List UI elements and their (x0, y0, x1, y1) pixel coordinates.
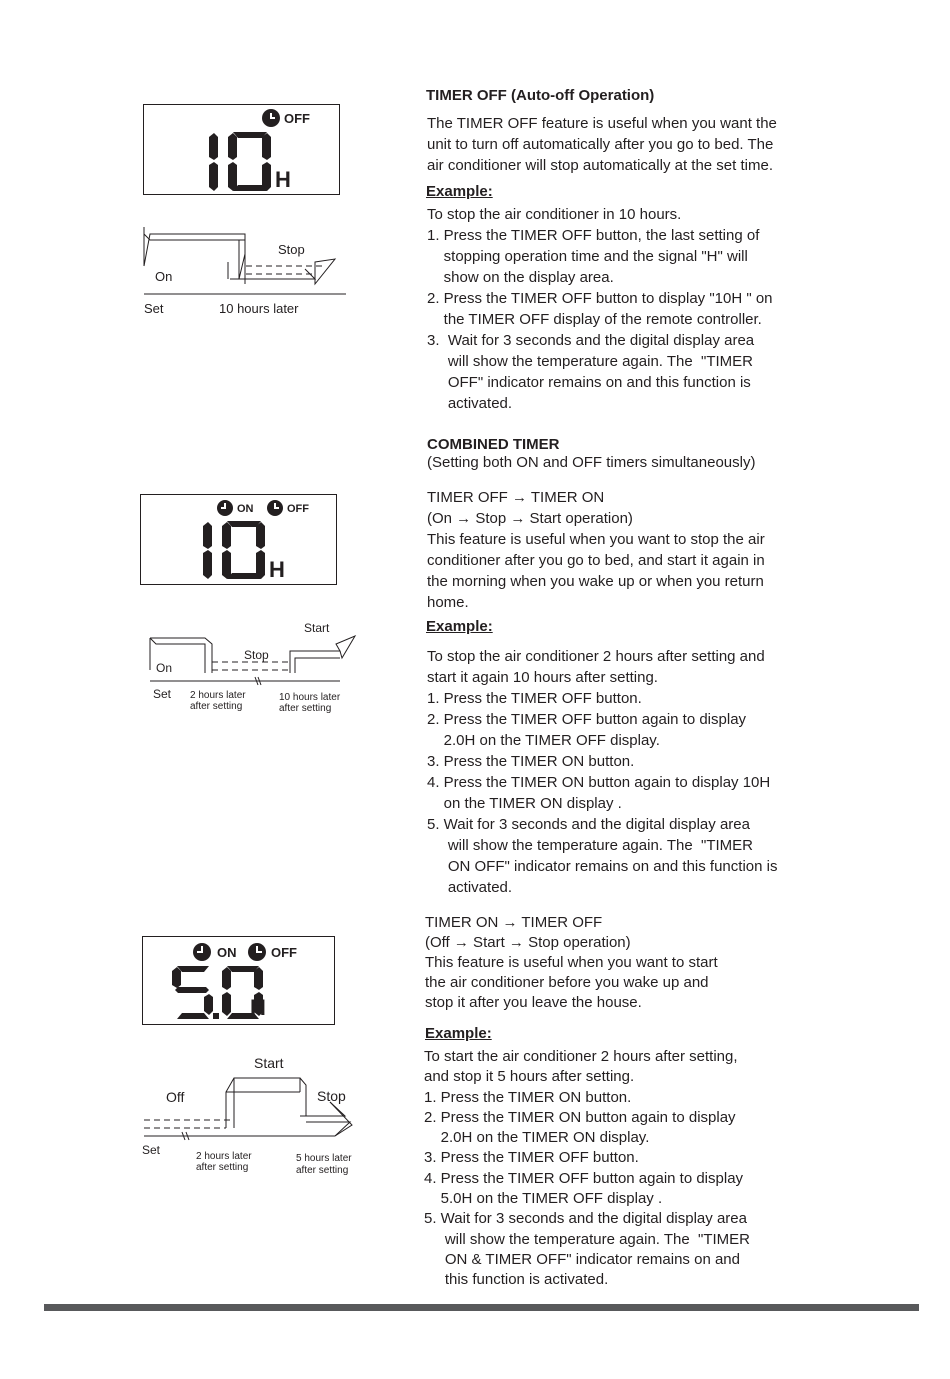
mark2-label-b: after setting (296, 1165, 349, 1176)
step-line: will show the temperature again. The "TIMER (424, 1230, 751, 1248)
text-line: unit to turn off automatically after you go to bed. The (427, 136, 774, 153)
hour-unit: H (250, 995, 266, 1020)
step-line: 2. Press the TIMER OFF button to display "10H " on (427, 290, 773, 307)
later-label: 10 hours later (219, 301, 299, 316)
text-line: TIMER ON → TIMER OFF (425, 914, 603, 931)
step-line: 2.0H on the TIMER ON display. (424, 1129, 650, 1147)
step-line: OFF" indicator remains on and this function is (427, 374, 751, 391)
step-line: show on the display area. (427, 269, 614, 286)
section3-intro (425, 913, 718, 1013)
page-bottom-rule (44, 1304, 919, 1311)
step-line: 1. Press the TIMER ON button. (424, 1088, 632, 1106)
on-indicator: ON (237, 503, 254, 515)
on-label: On (155, 269, 173, 284)
mark1-label-b: after setting (196, 1162, 249, 1173)
clock-icon (248, 943, 266, 961)
step-line: 2.0H on the TIMER OFF display. (427, 732, 660, 749)
start-label: Start (254, 1055, 284, 1071)
step-line: 4. Press the TIMER OFF button again to display (424, 1169, 744, 1187)
clock-icon (217, 500, 233, 516)
timing-diagram-timer-off (140, 224, 360, 320)
section2-intro (427, 487, 765, 613)
section1-title: TIMER OFF (426, 87, 507, 104)
section1-heading (426, 87, 654, 104)
text-line: The TIMER OFF feature is useful when you want the (427, 115, 777, 132)
stop-label: Stop (244, 648, 269, 662)
section1-title-sub: (Auto-off Operation) (511, 87, 655, 104)
timing-graphic (140, 1052, 360, 1180)
step-line: activated. (427, 395, 513, 412)
step-line: stopping operation time and the signal "H" will (427, 248, 748, 265)
set-label: Set (144, 301, 164, 316)
step-line: the TIMER OFF display of the remote controller. (427, 311, 762, 328)
mark1-label-b: after setting (190, 701, 243, 712)
step-line: activated. (427, 879, 513, 896)
off-indicator: OFF (284, 111, 310, 126)
section2-title: COMBINED TIMER (427, 436, 560, 453)
step-line: start it again 10 hours after setting. (427, 669, 658, 686)
off-indicator: OFF (287, 503, 309, 515)
text-line: the air conditioner before you wake up and (425, 974, 709, 991)
section3-example-label: Example: (425, 1025, 492, 1042)
text-line: air conditioner will stop automatically at the set time. (427, 157, 773, 174)
timing-graphic (140, 224, 360, 320)
section1-example-label: Example: (426, 183, 493, 200)
step-line: 1. Press the TIMER OFF button. (427, 690, 642, 707)
off-label: Off (166, 1089, 185, 1105)
step-line: 2. Press the TIMER OFF button again to display (427, 711, 747, 728)
clock-icon (193, 943, 211, 961)
clock-icon (267, 500, 283, 516)
timing-diagram-on-then-off (140, 1052, 360, 1180)
step-line: this function is activated. (424, 1271, 609, 1289)
text-line: (Off → Start → Stop operation) (425, 934, 631, 951)
text-line: the morning when you wake up or when you return (427, 573, 764, 590)
text-line: conditioner after you go to bed, and start it again in (427, 552, 765, 569)
section2-subtitle: (Setting both ON and OFF timers simultaneously) (427, 454, 756, 471)
step-line: 3. Wait for 3 seconds and the digital display area (427, 332, 755, 349)
step-line: 3. Press the TIMER OFF button. (424, 1149, 639, 1167)
lcd-digits (209, 132, 271, 191)
step-line: To stop the air conditioner in 10 hours. (427, 206, 682, 223)
step-line: will show the temperature again. The "TIMER (427, 353, 754, 370)
mark2-label-b: after setting (279, 703, 332, 714)
off-indicator: OFF (271, 945, 297, 960)
text-line: TIMER OFF → TIMER ON (427, 489, 605, 506)
section2-steps (427, 646, 777, 898)
step-line: 5.0H on the TIMER OFF display . (424, 1190, 663, 1208)
off-dashed (144, 1120, 230, 1128)
lcd-display-combined-10h (140, 494, 337, 585)
step-line: and stop it 5 hours after setting. (424, 1068, 635, 1086)
lcd-display-timer-off (143, 104, 340, 195)
step-line: 5. Wait for 3 seconds and the digital display area (427, 816, 750, 833)
text-line: This feature is useful when you want to start (425, 954, 718, 971)
stop-dashed (212, 662, 290, 670)
lcd-digits (203, 521, 265, 579)
step-line: 1. Press the TIMER OFF button, the last setting of (427, 227, 760, 244)
lcd-graphic (141, 495, 336, 584)
section1-intro (427, 113, 777, 176)
mark1-label-a: 2 hours later (190, 690, 246, 701)
step-line: on the TIMER ON display . (427, 795, 622, 812)
text-line: stop it after you leave the house. (425, 994, 642, 1011)
lcd-graphic (144, 105, 339, 194)
mark2-label-a: 5 hours later (296, 1153, 352, 1164)
section2-example-label: Example: (426, 618, 493, 635)
mark2-label-a: 10 hours later (279, 692, 341, 703)
start-arrow (290, 636, 355, 673)
on-indicator: ON (217, 945, 237, 960)
step-line: ON & TIMER OFF" indicator remains on and (424, 1250, 740, 1268)
timing-diagram-off-then-on (150, 618, 365, 718)
mark1-label-a: 2 hours later (196, 1151, 252, 1162)
timing-graphic (150, 618, 365, 718)
text-line: This feature is useful when you want to stop the air (427, 531, 765, 548)
set-label: Set (142, 1143, 161, 1157)
step-line: To start the air conditioner 2 hours after setting, (424, 1048, 738, 1065)
text-line: (On → Stop → Start operation) (427, 510, 633, 527)
step-line: 5. Wait for 3 seconds and the digital display area (424, 1210, 747, 1228)
lcd-display-combined-5h (142, 936, 335, 1025)
step-line: will show the temperature again. The "TIMER (427, 837, 754, 854)
stop-dashed (246, 266, 325, 274)
stop-label: Stop (317, 1088, 346, 1104)
text-line: home. (427, 594, 469, 611)
step-line: 3. Press the TIMER ON button. (427, 753, 635, 770)
clock-icon (262, 109, 280, 127)
step-line: 4. Press the TIMER ON button again to display 10H (427, 774, 771, 791)
hour-unit: H (269, 557, 285, 582)
step-line: ON OFF" indicator remains on and this function is (427, 858, 778, 875)
stop-label: Stop (278, 242, 305, 257)
start-label: Start (304, 621, 330, 635)
section3-steps (424, 1047, 750, 1291)
on-label: On (156, 661, 173, 675)
set-label: Set (153, 687, 172, 701)
section1-steps (427, 204, 773, 414)
hour-unit: H (275, 167, 291, 192)
start-block-outline (226, 1078, 306, 1128)
step-line: To stop the air conditioner 2 hours after setting and (427, 648, 765, 665)
lcd-graphic (143, 937, 334, 1024)
step-line: 2. Press the TIMER ON button again to display (424, 1108, 736, 1126)
